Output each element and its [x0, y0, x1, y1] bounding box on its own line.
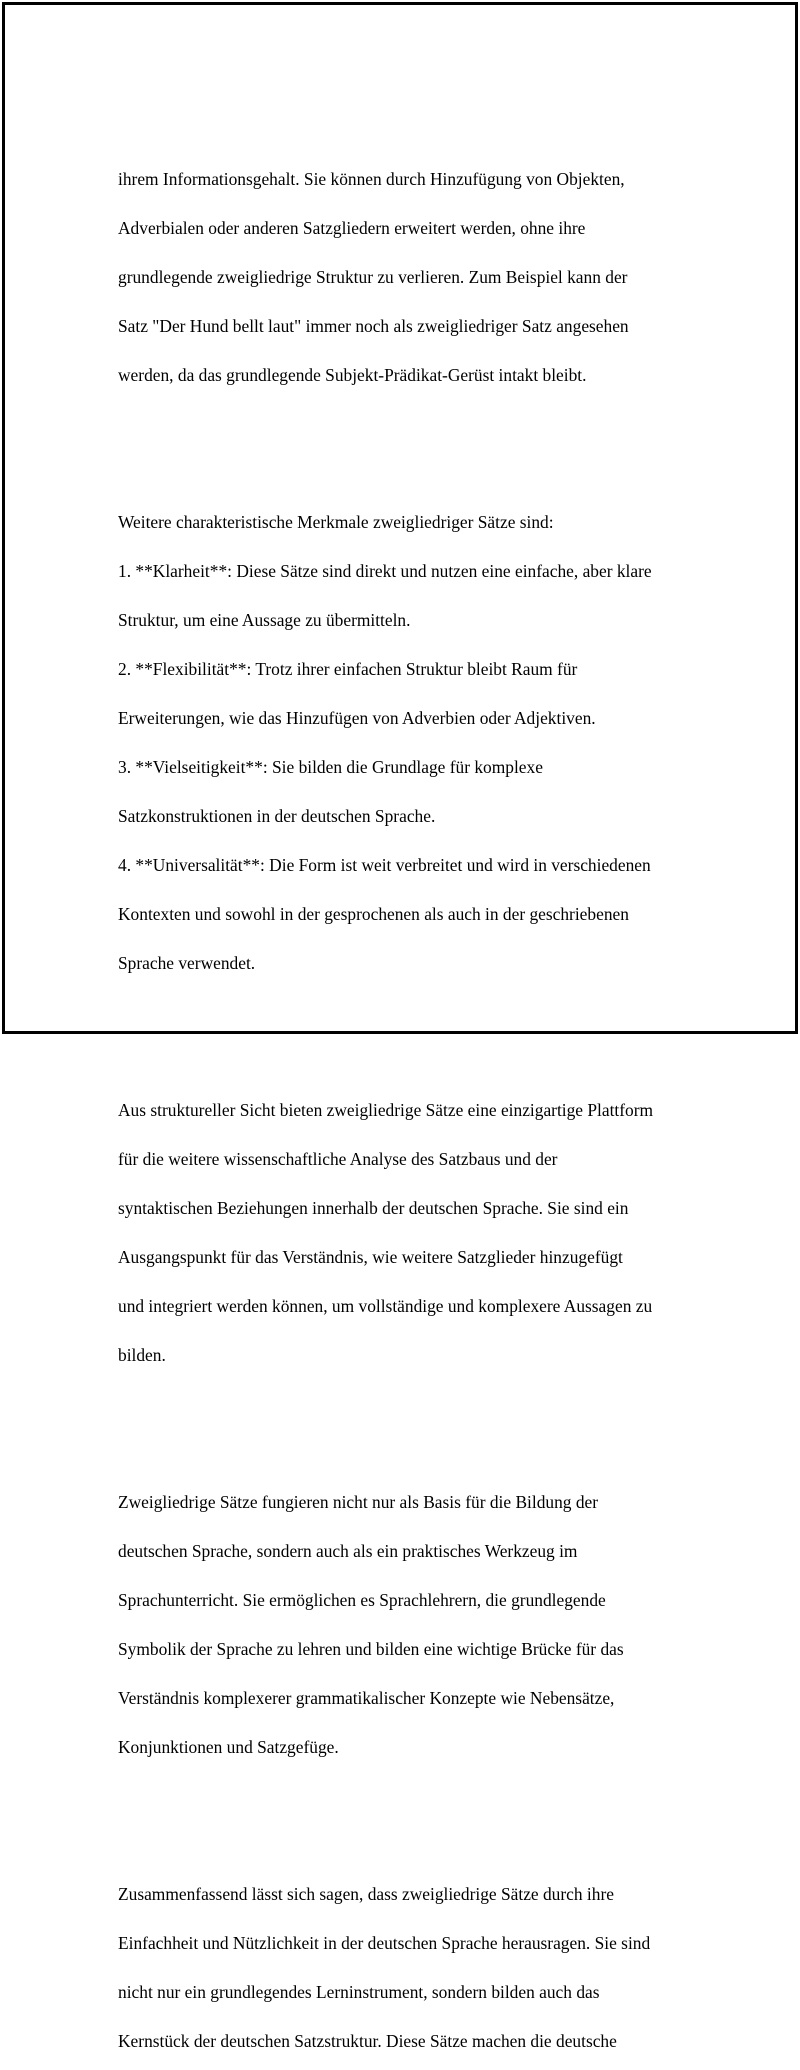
text-line: grundlegende zweigliedrige Struktur zu verlieren. Zum Beispiel kann der — [118, 266, 628, 287]
text-line: Zusammenfassend lässt sich sagen, dass zweigliedrige Sätze durch ihre — [118, 1883, 614, 1904]
text-line: für die weitere wissenschaftliche Analyse des Satzbaus und der — [118, 1148, 558, 1169]
text-line: syntaktischen Beziehungen innerhalb der deutschen Sprache. Sie sind ein — [118, 1197, 629, 1218]
list-item-versatility: 3. **Vielseitigkeit**: Sie bilden die Grundlage für komplexe — [118, 756, 543, 777]
document-body — [118, 93, 698, 2070]
list-item-clarity: 1. **Klarheit**: Diese Sätze sind direkt und nutzen eine einfache, aber klare — [118, 560, 652, 581]
text-line: Aus struktureller Sicht bieten zweigliedrige Sätze eine einzigartige Plattform — [118, 1099, 654, 1120]
text-line: Kernstück der deutschen Satzstruktur. Diese Sätze machen die deutsche — [118, 2030, 617, 2051]
text-line: ihrem Informationsgehalt. Sie können durch Hinzufügung von Objekten, — [118, 168, 625, 189]
text-line: Adverbialen oder anderen Satzgliedern erweitert werden, ohne ihre — [118, 217, 586, 238]
text-line: Symbolik der Sprache zu lehren und bilden eine wichtige Brücke für das — [118, 1638, 624, 1659]
text-line: Satz "Der Hund bellt laut" immer noch als zweigliedriger Satz angesehen — [118, 315, 629, 336]
text-line: Sprachunterricht. Sie ermöglichen es Sprachlehrern, die grundlegende — [118, 1589, 606, 1610]
text-line: Verständnis komplexerer grammatikalischer Konzepte wie Nebensätze, — [118, 1687, 615, 1708]
text-line: Erweiterungen, wie das Hinzufügen von Adverbien oder Adjektiven. — [118, 707, 596, 728]
text-line: Konjunktionen und Satzgefüge. — [118, 1736, 339, 1757]
text-line: deutschen Sprache, sondern auch als ein praktisches Werkzeug im — [118, 1540, 578, 1561]
text-line: Einfachheit und Nützlichkeit in der deutschen Sprache herausragen. Sie sind — [118, 1932, 651, 1953]
text-line: Struktur, um eine Aussage zu übermitteln. — [118, 609, 411, 630]
list-item-universality: 4. **Universalität**: Die Form ist weit verbreitet und wird in verschiedenen — [118, 854, 651, 875]
text-line: Kontexten und sowohl in der gesprochenen als auch in der geschriebenen — [118, 903, 629, 924]
paragraph-2-feature-list — [118, 485, 698, 1000]
text-line: Zweigliedrige Sätze fungieren nicht nur als Basis für die Bildung der — [118, 1491, 599, 1512]
text-line: Satzkonstruktionen in der deutschen Sprache. — [118, 805, 436, 826]
paragraph-5 — [118, 1857, 698, 2070]
paragraph-4 — [118, 1465, 698, 1784]
text-line: und integriert werden können, um vollständige und komplexere Aussagen zu — [118, 1295, 653, 1316]
text-line: Weitere charakteristische Merkmale zweigliedriger Sätze sind: — [118, 511, 554, 532]
text-line: Sprache verwendet. — [118, 952, 256, 973]
text-line: bilden. — [118, 1344, 166, 1365]
text-line: nicht nur ein grundlegendes Lerninstrument, sondern bilden auch das — [118, 1981, 600, 2002]
text-line: Ausgangspunkt für das Verständnis, wie weitere Satzglieder hinzugefügt — [118, 1246, 623, 1267]
text-line: werden, da das grundlegende Subjekt-Prädikat-Gerüst intakt bleibt. — [118, 364, 587, 385]
paragraph-3 — [118, 1073, 698, 1392]
paragraph-1 — [118, 142, 698, 412]
list-item-flexibility: 2. **Flexibilität**: Trotz ihrer einfachen Struktur bleibt Raum für — [118, 658, 578, 679]
